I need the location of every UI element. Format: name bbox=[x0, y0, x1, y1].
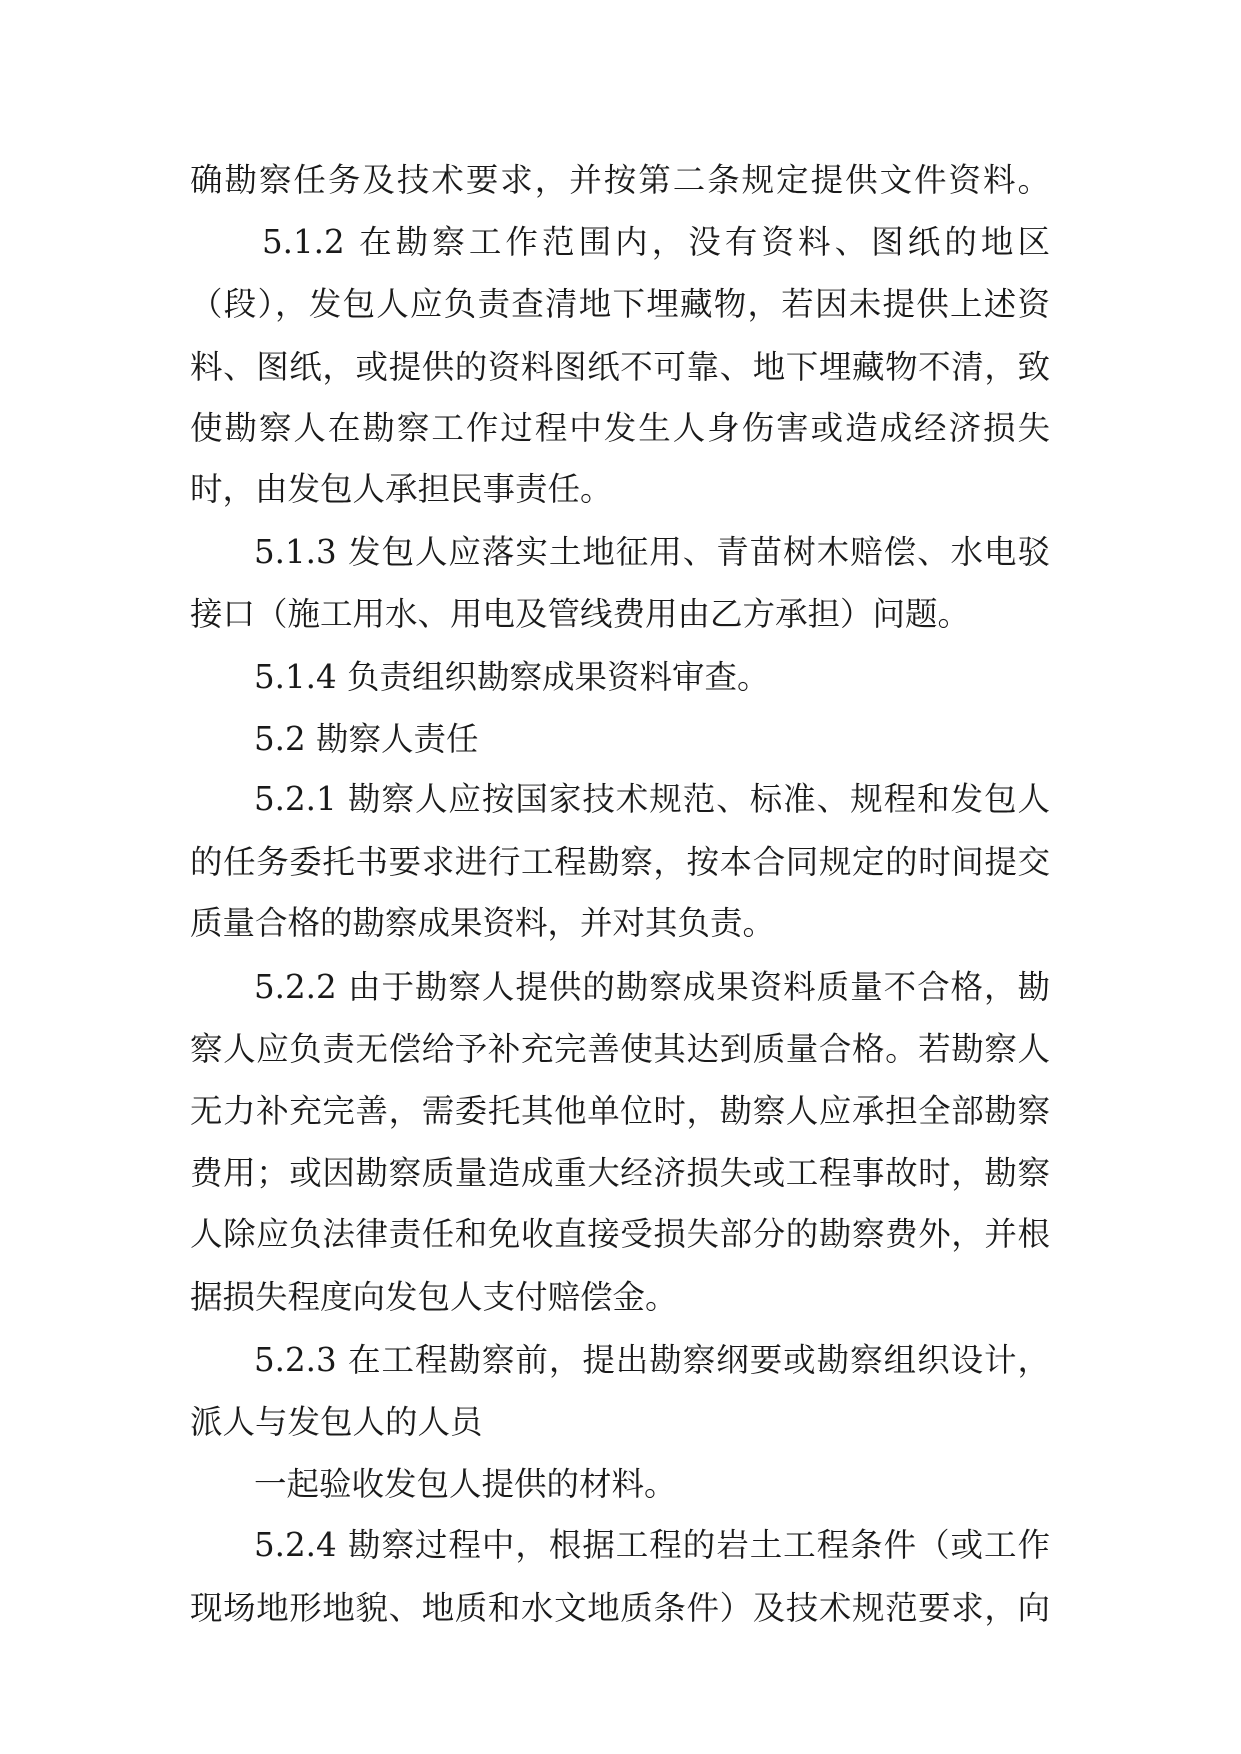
text-line: 5.2.4 勘察过程中，根据工程的岩土工程条件（或工作 bbox=[254, 1526, 1050, 1564]
text-line: 察人应负责无偿给予补充完善使其达到质量合格。若勘察人 bbox=[190, 1030, 1050, 1068]
text-line: 使勘察人在勘察工作过程中发生人身伤害或造成经济损失 bbox=[190, 409, 1050, 447]
text-line: 现场地形地貌、地质和水文地质条件）及技术规范要求，向 bbox=[190, 1589, 1050, 1627]
section-heading: 5.2 勘察人责任 bbox=[254, 720, 479, 758]
text-line: 接口（施工用水、用电及管线费用由乙方承担）问题。 bbox=[190, 595, 971, 633]
text-line: 料、图纸，或提供的资料图纸不可靠、地下埋藏物不清，致 bbox=[190, 348, 1050, 386]
text-line: 的任务委托书要求进行工程勘察，按本合同规定的时间提交 bbox=[190, 843, 1050, 881]
text-line: （段），发包人应负责查清地下埋藏物，若因未提供上述资 bbox=[190, 285, 1050, 323]
text-line: 5.2.3 在工程勘察前，提出勘察纲要或勘察组织设计， bbox=[254, 1341, 1050, 1379]
text-line: 一起验收发包人提供的材料。 bbox=[254, 1465, 677, 1503]
text-line: 5.1.4 负责组织勘察成果资料审查。 bbox=[254, 658, 770, 696]
text-line: 5.2.1 勘察人应按国家技术规范、标准、规程和发包人 bbox=[254, 780, 1050, 818]
text-line: 无力补充完善，需委托其他单位时，勘察人应承担全部勘察 bbox=[190, 1092, 1050, 1130]
text-line: 派人与发包人的人员 bbox=[190, 1403, 483, 1441]
text-line: 人除应负法律责任和免收直接受损失部分的勘察费外，并根 bbox=[190, 1215, 1050, 1253]
text-line: 确勘察任务及技术要求，并按第二条规定提供文件资料。 bbox=[190, 161, 1050, 199]
text-line: 费用；或因勘察质量造成重大经济损失或工程事故时，勘察 bbox=[190, 1154, 1050, 1192]
text-line: 5.1.3 发包人应落实土地征用、青苗树木赔偿、水电驳 bbox=[254, 533, 1050, 571]
text-line: 质量合格的勘察成果资料，并对其负责。 bbox=[190, 904, 776, 942]
text-line: 5.1.2 在勘察工作范围内，没有资料、图纸的地区 bbox=[262, 223, 1050, 261]
text-line: 5.2.2 由于勘察人提供的勘察成果资料质量不合格，勘 bbox=[254, 968, 1050, 1006]
text-line: 据损失程度向发包人支付赔偿金。 bbox=[190, 1278, 678, 1316]
text-line: 时，由发包人承担民事责任。 bbox=[190, 470, 613, 508]
